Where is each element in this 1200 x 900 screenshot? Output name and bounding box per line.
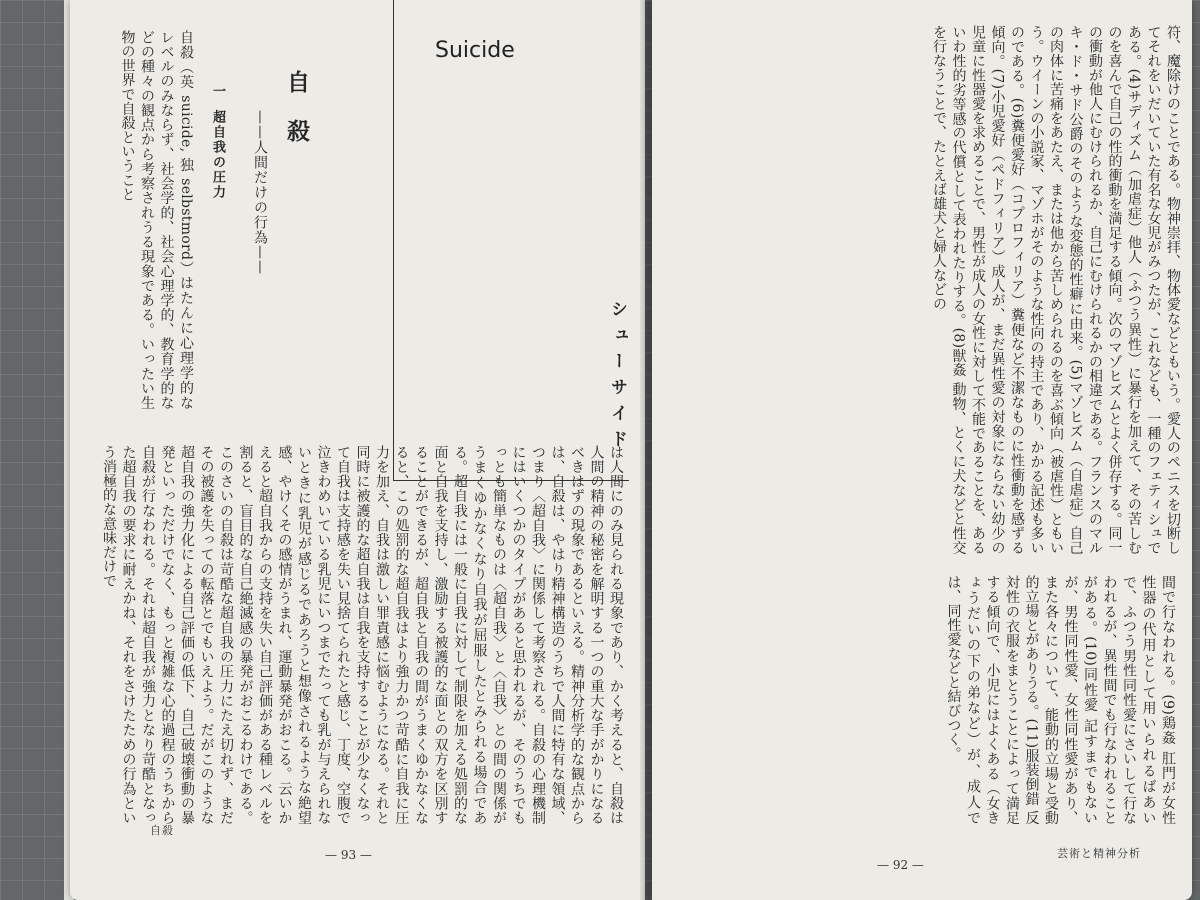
lower-paragraph: 間で行なわれる。(9)鶏姦 肛門が女性性器の代用として用いられるばあいで、ふつう男性同性愛にさいして行なわれるが、異性間でも行なわれることがある。(10)同性愛 記すまでもないが、男性同性愛、女性同性愛があり、また各々について、能動的立場と受動的立場とがありうる。(11)服装倒錯 反対性の衣服をまとうことによって満足する傾向で、小児にはよくある（女きょうだいの下の弟など）が、成人では、同性愛などと結びつく。 xyxy=(945,575,1176,825)
right-page xyxy=(652,0,1192,900)
intro-paragraph: 自殺（英 suicide, 独 selbstmord）はたんに心理学的なレベルのみならず、社会学的、社会心理学的、教育学的などの種々の観点から考察されうる現象である。いったい生物の世界で自殺ということ xyxy=(119,30,194,410)
section-title: 超自我の圧力 xyxy=(210,110,225,200)
subtitle: ——人間だけの行為—— xyxy=(252,110,268,275)
reading-katakana: シューサイド xyxy=(607,300,627,456)
page-number: — 93 — xyxy=(325,848,372,862)
left-page xyxy=(70,0,645,900)
section-number: 一 xyxy=(210,84,225,99)
running-head: 自殺 xyxy=(150,824,174,837)
title-japanese: 自殺 xyxy=(283,70,310,168)
upper-paragraph: 符、魔除けのことである。物神崇拝、物体愛などともいう。愛人のペニスを切断してそれをいだいていた有名な女児がみつたが、これなども、一種のフェティシュである。(4)サディズム（加虐症）他人（ふつう異性）に暴行を加えて、その苦しむのを喜んで自己の性的衝動を満足する傾向。次のマゾヒズムとよく併存する。同一の衝動が他人にむけられるか、自己にむけられるかの相違である。フランスのマルキ・ド・サド公爵のそのような変態的性癖に由来。(5)マゾヒズム（自虐症）自己の肉体に苦痛をあたえ、または他から苦しめられるのを喜ぶ傾向（被虐性）ともいう。ウイーンの小説家、マゾホがそのような性向の持主であり、かかる記述も多いのである。(6)糞便愛好（コプロフィリア）糞便など不潔なものに性衝動を感ずる傾向。(7)小児愛好（ペドフィリア）成人が、まだ異性愛の対象にならない幼少の児童に性器愛を求めることで、男性が成人の女性に対して不能であることを、あるいわ性的劣等感の代償として表われたりする。(8)獣姦 動物、とくに犬などと性交を行なうことで、たとえば雄犬と婦人などの xyxy=(931,25,1181,555)
main-paragraph: は人間にのみ見られる現象であり、かく考えると、自殺は人間の精神の秘密を解明する一つの重大な手がかりになるべきはずの現象であるといえる。精神分析学的な観点からは、自殺は、やはり精神構造のうちで人間に特有な領域、つまり〈超自我〉に関係して考察される。自殺の心理機制にはいくつかのタイプがあると思われるが、そのうちでもっとも簡単なものは〈超自我〉と〈自我〉との間の関係がうまくゆかなくなり自我が屈服したとみられる場合である。超自我には一般に自我に対して制限を加える処罰的な面と自我を支持し、激励する被護的な面との双方を区別することができるが、超自我と自我の間がうまくゆかなくなると、この処罰的な超自我はより強力かつ苛酷に自我に圧力を加え、自我は激しい罪責感に悩むようになる。それと同時に被護的な超自我は自我を支持することが少なくなって自我は支持感を失い見捨てられたと感じ、丁度、空腹で泣きわめいている乳児にいつまでたっても乳が与えられないときに乳児が感じるであろうと想像されるような絶望感、やけくその感情がうまれ、運動暴発がおこる。云いかえると超自我からの支持を失い自己評価がある種レベルを割ると、盲目的な自己絶滅感の暴発がおこるわけである。このさいの自殺は苛酷な超自我の圧力にたえ切れず、まだその被護を失っての転落とでもいえよう。だがこのような超自我の強力化による自己評価の低下、自己破壊衝動の暴発といっただけでなく、もっと複雑な心的過程のうちから自殺が行なわれる。それは超自我が強力となり苛酷となった超自我の要求に耐えかね、それをさけたための行為という消極的な意味だけで xyxy=(101,445,624,825)
title-english: Suicide xyxy=(435,38,515,63)
title-box xyxy=(393,0,629,481)
page-number: — 92 — xyxy=(877,858,924,872)
running-head: 芸術と精神分析 xyxy=(1057,847,1141,860)
